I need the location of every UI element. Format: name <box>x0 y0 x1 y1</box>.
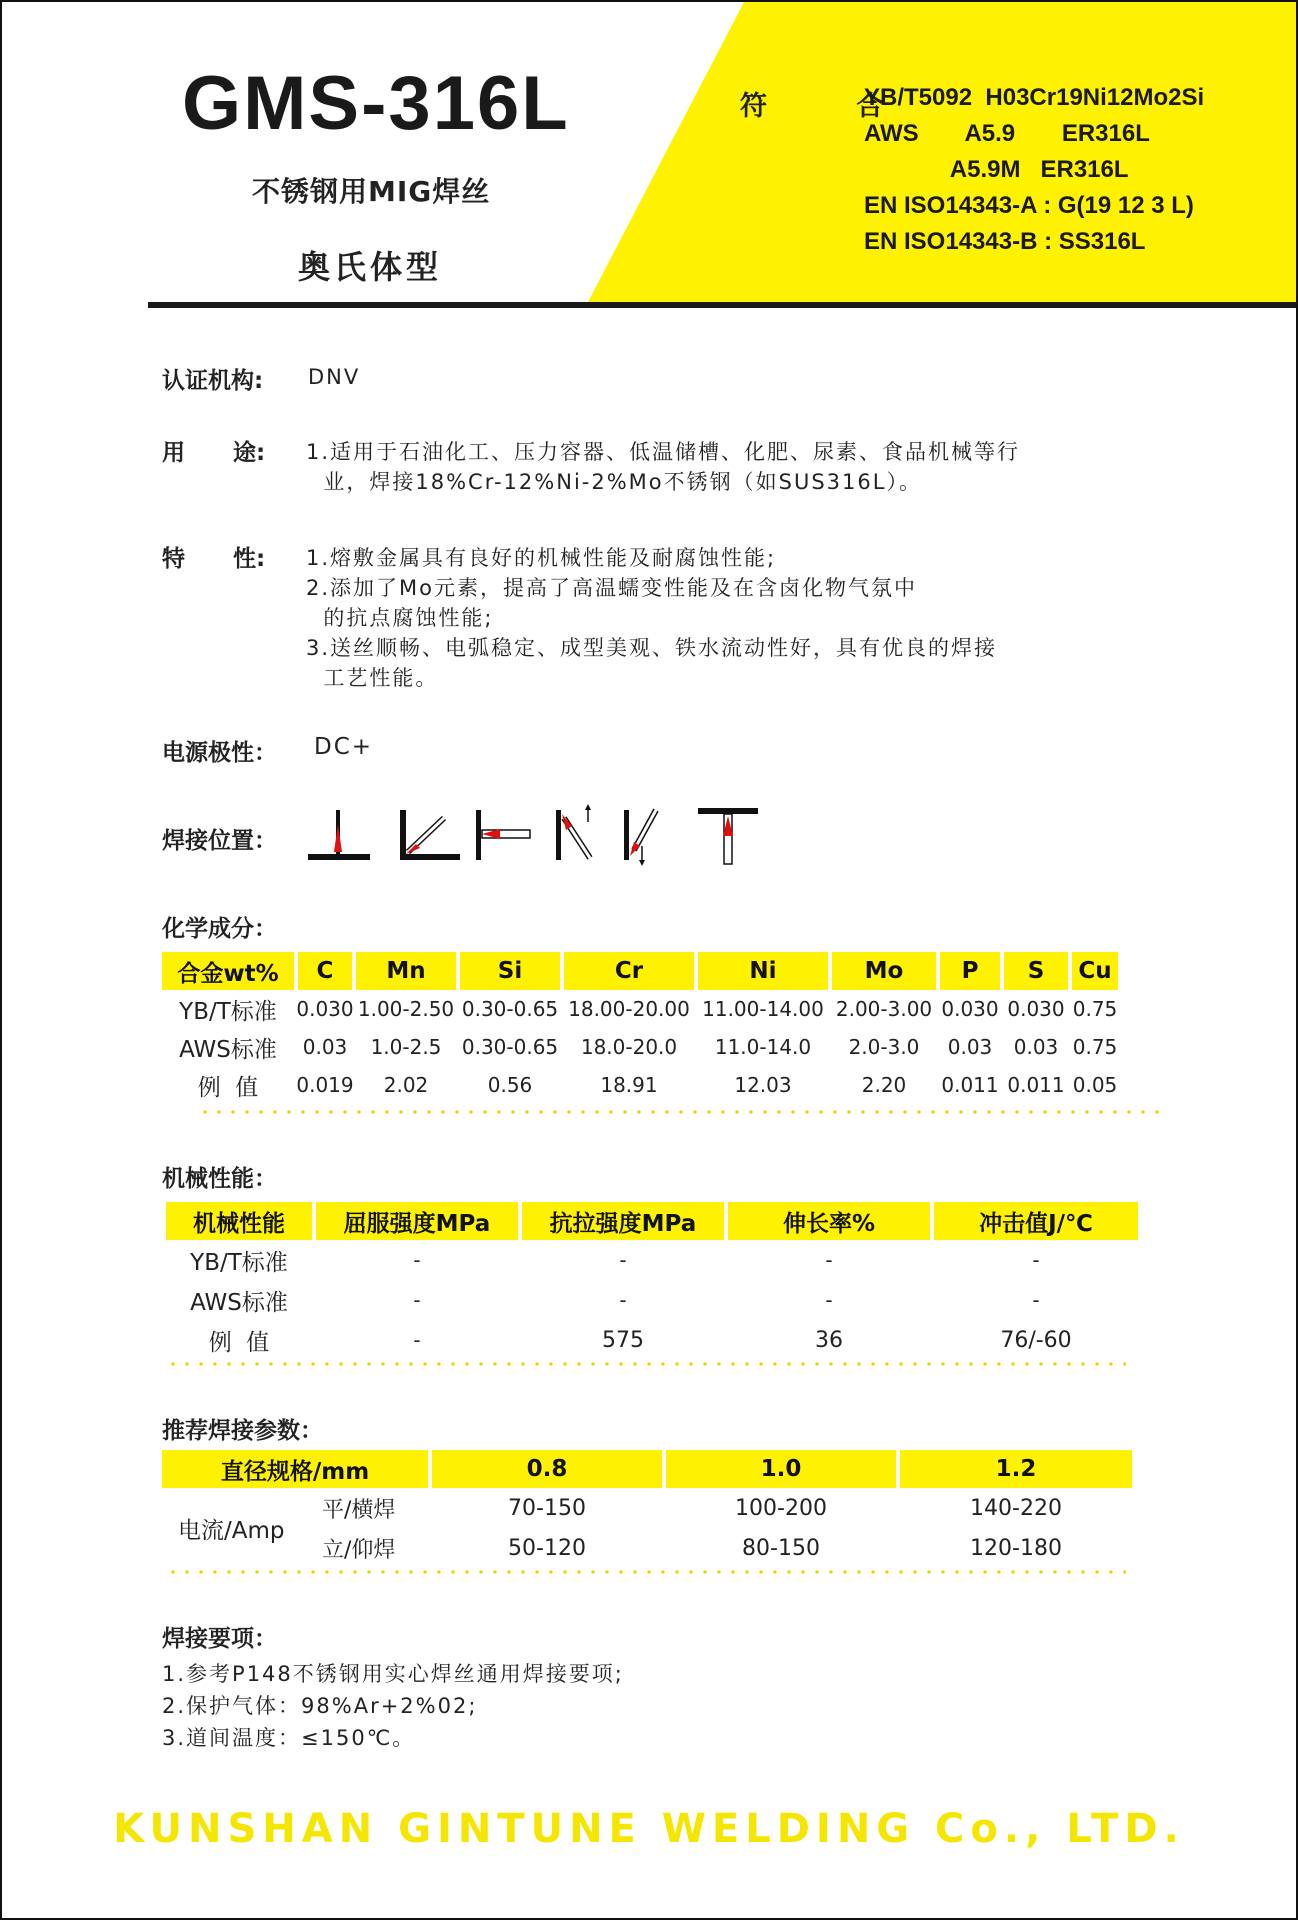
table-cell: - <box>619 1248 627 1272</box>
welding-positions-illustration <box>304 804 764 866</box>
table-header-cell: Cr <box>564 952 694 990</box>
feature-line: 工艺性能。 <box>306 666 439 690</box>
table-cell: 120-180 <box>970 1535 1062 1561</box>
table-cell: 0.011 <box>941 1073 999 1097</box>
feature-line: 的抗点腐蚀性能; <box>306 606 494 630</box>
table-row <box>166 1240 1142 1280</box>
table-header-cell: 0.8 <box>432 1450 662 1488</box>
table-cell: 0.30-0.65 <box>461 1035 559 1059</box>
table-cell: 0.03 <box>1013 1035 1059 1059</box>
table-row <box>162 1066 1122 1104</box>
table-cell: 0.030 <box>296 997 354 1021</box>
product-subtitle: 不锈钢用MIG焊丝 <box>252 175 491 208</box>
standard-line: AWS A5.9 ER316L <box>864 120 1150 147</box>
table-row <box>162 1028 1122 1066</box>
table-cell: - <box>825 1248 833 1272</box>
positions-label: 焊接位置： <box>162 828 277 854</box>
table-cell: 0.56 <box>487 1073 533 1097</box>
header-yellow-banner <box>2 2 1296 304</box>
table-header-cell: C <box>298 952 352 990</box>
chemical-table <box>162 952 1122 1104</box>
table-cell: 18.91 <box>600 1073 658 1097</box>
table-header-cell: Mo <box>832 952 936 990</box>
table-cell: - <box>1032 1288 1040 1312</box>
table-cell: - <box>413 1288 421 1312</box>
table-cell: 11.00-14.00 <box>702 997 824 1021</box>
table-cell: 0.03 <box>947 1035 993 1059</box>
table-cell: 2.20 <box>861 1073 907 1097</box>
standard-line: A5.9M ER316L <box>864 156 1129 183</box>
params-table <box>162 1450 1136 1568</box>
table-cell: 11.0-14.0 <box>714 1035 812 1059</box>
table-row-label: YB/T标准 <box>179 998 277 1025</box>
table-cell: 18.0-20.0 <box>580 1035 678 1059</box>
features-label: 特 性: <box>162 546 266 572</box>
table-cell: 12.03 <box>734 1073 792 1097</box>
table-cell: 0.019 <box>296 1073 354 1097</box>
standard-line: EN ISO14343-A : G(19 12 3 L) <box>864 192 1194 219</box>
dotted-divider <box>198 1110 1166 1114</box>
table-cell: 0.011 <box>1007 1073 1065 1097</box>
position-horizontal-fillet-icon <box>400 810 460 860</box>
table-cell: 2.02 <box>383 1073 429 1097</box>
table-header-cell: Mn <box>356 952 456 990</box>
certification-value: DNV <box>308 365 361 389</box>
table-row-label: 平/横焊 <box>322 1497 396 1523</box>
feature-line: 3.送丝顺畅、电弧稳定、成型美观、铁水流动性好，具有优良的焊接 <box>306 636 998 660</box>
mechanical-table <box>166 1202 1142 1360</box>
table-cell: 575 <box>602 1327 644 1353</box>
table-header-cell: Cu <box>1072 952 1118 990</box>
table-row <box>166 1320 1142 1360</box>
header-divider <box>148 302 1296 308</box>
table-cell: 0.030 <box>1007 997 1065 1021</box>
feature-line: 2.添加了Mo元素，提高了高温蠕变性能及在含卤化物气氛中 <box>306 576 918 600</box>
table-cell: 80-150 <box>742 1535 820 1561</box>
company-name: KUNSHAN GINTUNE WELDING Co., LTD. <box>113 1806 1185 1852</box>
table-cell: 2.0-3.0 <box>848 1035 920 1059</box>
usage-line: 1.适用于石油化工、压力容器、低温储槽、化肥、尿素、食品机械等行 <box>306 440 1021 464</box>
note-line: 1.参考P148不锈钢用实心焊丝通用焊接要项; <box>162 1662 624 1686</box>
table-header-cell: 直径规格/mm <box>162 1450 428 1488</box>
table-cell: 36 <box>815 1327 843 1353</box>
table-cell: 0.03 <box>302 1035 348 1059</box>
params-table-header <box>162 1450 1136 1488</box>
polarity-value: DC+ <box>314 734 374 760</box>
table-row-label: AWS标准 <box>190 1289 288 1316</box>
table-cell: 140-220 <box>970 1495 1062 1521</box>
usage-label: 用 途: <box>162 440 266 466</box>
product-model: GMS-316L <box>182 61 570 146</box>
table-row-label: 例 值 <box>208 1329 270 1356</box>
dotted-divider <box>166 1570 1126 1574</box>
position-overhead-icon <box>698 808 758 864</box>
current-label: 电流/Amp <box>178 1517 285 1544</box>
table-header-cell: 伸长率% <box>728 1202 930 1240</box>
table-header-cell: 抗拉强度MPa <box>522 1202 724 1240</box>
table-cell: - <box>413 1248 421 1272</box>
table-header-cell: 合金wt% <box>162 952 294 990</box>
position-vertical-down-icon <box>624 810 656 866</box>
certification-label: 认证机构: <box>162 368 264 394</box>
table-header-cell: S <box>1004 952 1068 990</box>
table-row <box>322 1528 1136 1568</box>
table-cell: - <box>825 1288 833 1312</box>
standard-line: EN ISO14343-B : SS316L <box>864 228 1146 255</box>
chemical-table-header <box>162 952 1122 990</box>
chemical-label: 化学成分： <box>162 916 277 942</box>
table-row <box>166 1280 1142 1320</box>
standard-line: YB/T5092 H03Cr19Ni12Mo2Si <box>864 84 1205 111</box>
table-header-cell: Si <box>460 952 560 990</box>
table-cell: 0.05 <box>1072 1073 1118 1097</box>
table-header-cell: P <box>940 952 1000 990</box>
table-cell: - <box>619 1288 627 1312</box>
table-cell: 18.00-20.00 <box>568 997 690 1021</box>
mechanical-label: 机械性能： <box>162 1166 277 1192</box>
table-cell: 70-150 <box>508 1495 586 1521</box>
table-cell: 2.00-3.00 <box>835 997 933 1021</box>
table-cell: 1.0-2.5 <box>370 1035 442 1059</box>
table-row-label: 立/仰焊 <box>322 1537 396 1563</box>
product-type: 奥氏体型 <box>298 248 443 286</box>
params-label: 推荐焊接参数： <box>162 1418 323 1444</box>
table-row-label: YB/T标准 <box>190 1249 288 1276</box>
usage-line: 业，焊接18%Cr-12%Ni-2%Mo不锈钢（如SUS316L）。 <box>306 470 922 494</box>
table-cell: 0.75 <box>1072 1035 1118 1059</box>
note-line: 2.保护气体：98%Ar+2%02; <box>162 1694 478 1718</box>
position-vertical-up-icon <box>556 804 591 860</box>
position-horizontal-icon <box>476 810 530 860</box>
params-body <box>162 1488 1136 1568</box>
notes-label: 焊接要项： <box>162 1626 277 1652</box>
table-row-label: 例 值 <box>197 1074 259 1101</box>
position-flat-icon <box>308 810 370 860</box>
table-cell: - <box>413 1328 421 1352</box>
table-row <box>322 1488 1136 1528</box>
table-cell: 76/-60 <box>1000 1327 1072 1353</box>
table-row <box>162 990 1122 1028</box>
note-line: 3.道间温度：≤150℃。 <box>162 1726 416 1750</box>
standards-label: 符 合 <box>740 91 924 122</box>
table-header-cell: 1.2 <box>900 1450 1132 1488</box>
feature-line: 1.熔敷金属具有良好的机械性能及耐腐蚀性能; <box>306 546 777 570</box>
table-cell: 1.00-2.50 <box>357 997 455 1021</box>
table-cell: 0.30-0.65 <box>461 997 559 1021</box>
table-header-cell: 1.0 <box>666 1450 896 1488</box>
table-cell: 50-120 <box>508 1535 586 1561</box>
mechanical-table-header <box>166 1202 1142 1240</box>
table-cell: - <box>1032 1248 1040 1272</box>
table-header-cell: 机械性能 <box>166 1202 312 1240</box>
table-row-label: AWS标准 <box>179 1036 277 1063</box>
table-cell: 0.75 <box>1072 997 1118 1021</box>
dotted-divider <box>166 1362 1126 1366</box>
table-cell: 0.030 <box>941 997 999 1021</box>
table-header-cell: Ni <box>698 952 828 990</box>
table-header-cell: 屈服强度MPa <box>316 1202 518 1240</box>
table-cell: 100-200 <box>735 1495 827 1521</box>
polarity-label: 电源极性： <box>162 740 277 766</box>
table-header-cell: 冲击值J/℃ <box>934 1202 1138 1240</box>
